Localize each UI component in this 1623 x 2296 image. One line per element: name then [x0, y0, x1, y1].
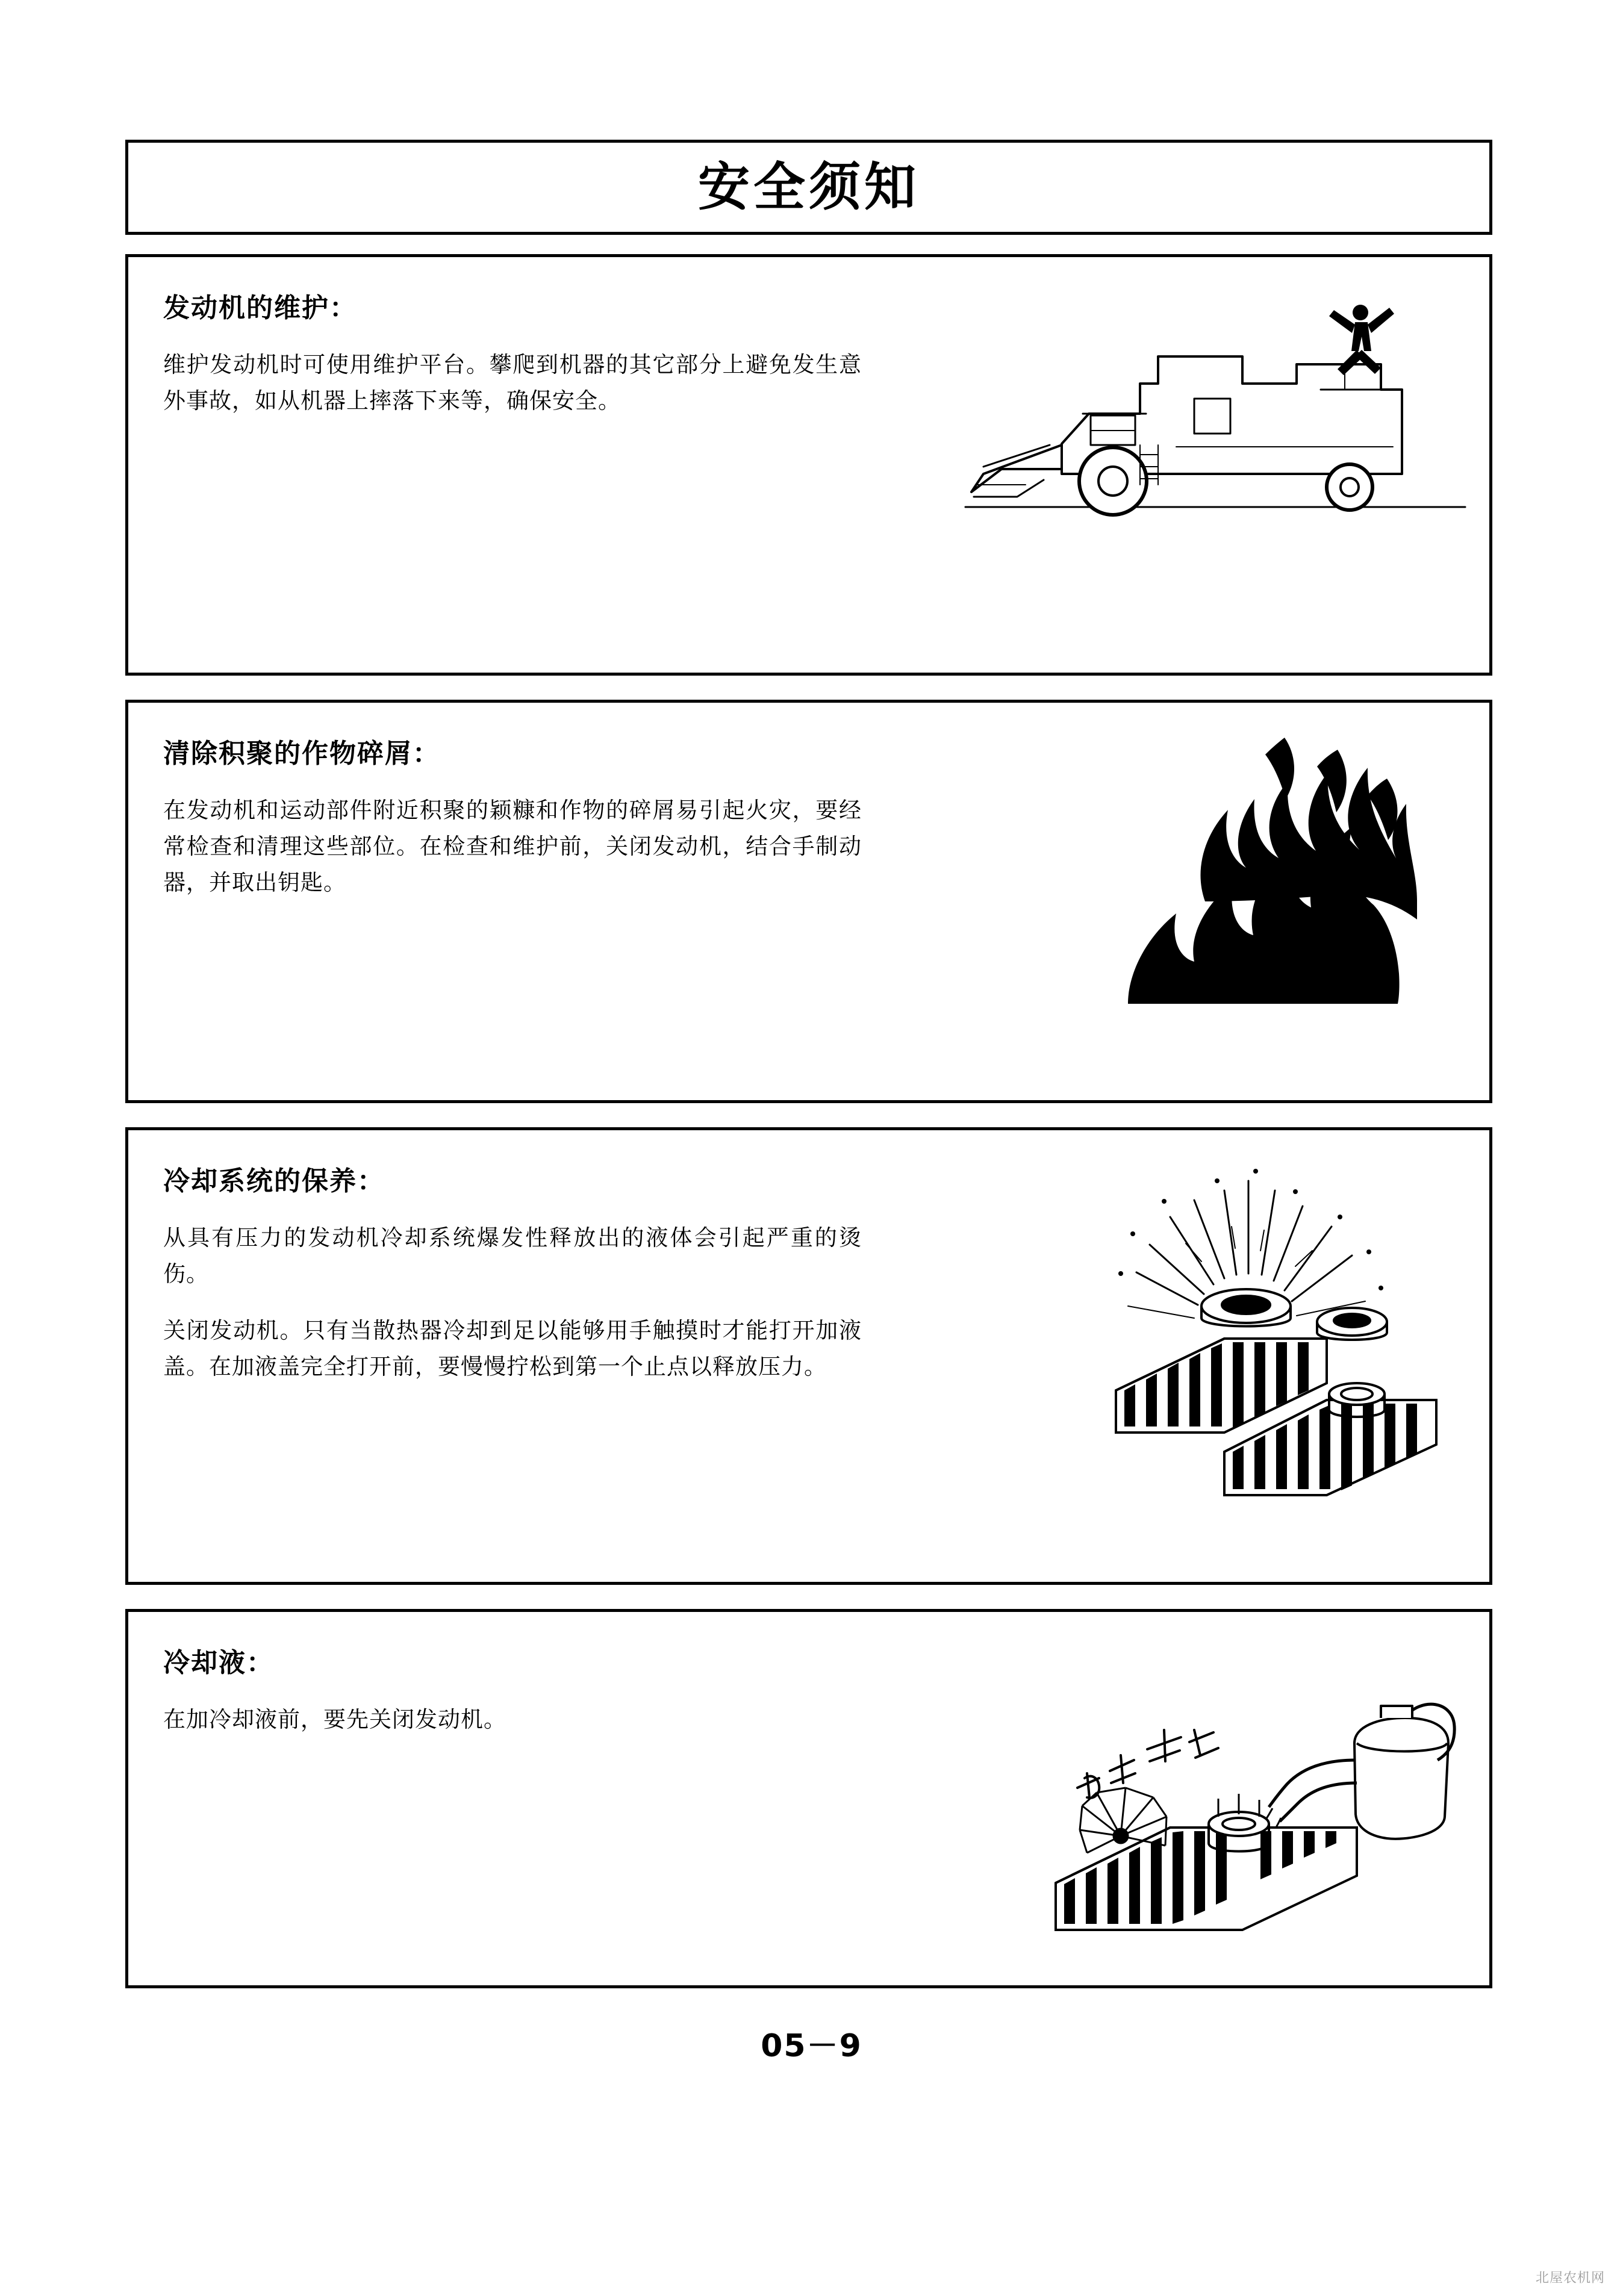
section-heading: 冷却液：	[163, 1647, 274, 1678]
section-remove-crop-debris	[125, 700, 1492, 1103]
section-paragraph: 关闭发动机。只有当散热器冷却到足以能够用手触摸时才能打开加液盖。在加液盖完全打开前，要慢慢拧松到第一个止点以释放压力。	[163, 1318, 862, 1380]
section-heading: 发动机的维护：	[163, 293, 357, 323]
flame-icon	[1104, 721, 1441, 1034]
section-body	[163, 793, 862, 901]
section-paragraph: 从具有压力的发动机冷却系统爆发性释放出的液体会引起严重的烫伤。	[163, 1226, 862, 1287]
section-cooling-system-service	[125, 1127, 1492, 1585]
combine-harvester-illustration	[959, 293, 1471, 534]
watermark: 北屋农机网	[1535, 2271, 1605, 2286]
page-number: 05－9	[761, 2028, 862, 2064]
section-paragraph: 维护发动机时可使用维护平台。攀爬到机器的其它部分上避免发生意外事故，如从机器上摔落下来等，确保安全。	[163, 353, 862, 414]
page-title: 安全须知	[698, 157, 920, 217]
section-heading: 清除积聚的作物碎屑：	[163, 738, 440, 769]
section-coolant	[125, 1609, 1492, 1988]
section-heading: 冷却系统的保养：	[163, 1166, 385, 1196]
section-paragraph: 在发动机和运动部件附近积聚的颖糠和作物的碎屑易引起火灾，要经常检查和清理这些部位。在检查和维护前，关闭发动机，结合手制动器，并取出钥匙。	[163, 798, 862, 895]
radiator-cap-steam-illustration	[1044, 1154, 1465, 1528]
section-body	[163, 1221, 862, 1386]
page-title-box	[125, 140, 1492, 235]
section-body	[163, 347, 862, 420]
pouring-coolant-illustration	[1020, 1636, 1465, 1961]
section-body	[163, 1702, 862, 1738]
section-engine-maintenance	[125, 254, 1492, 676]
section-paragraph: 在加冷却液前，要先关闭发动机。	[163, 1708, 506, 1732]
